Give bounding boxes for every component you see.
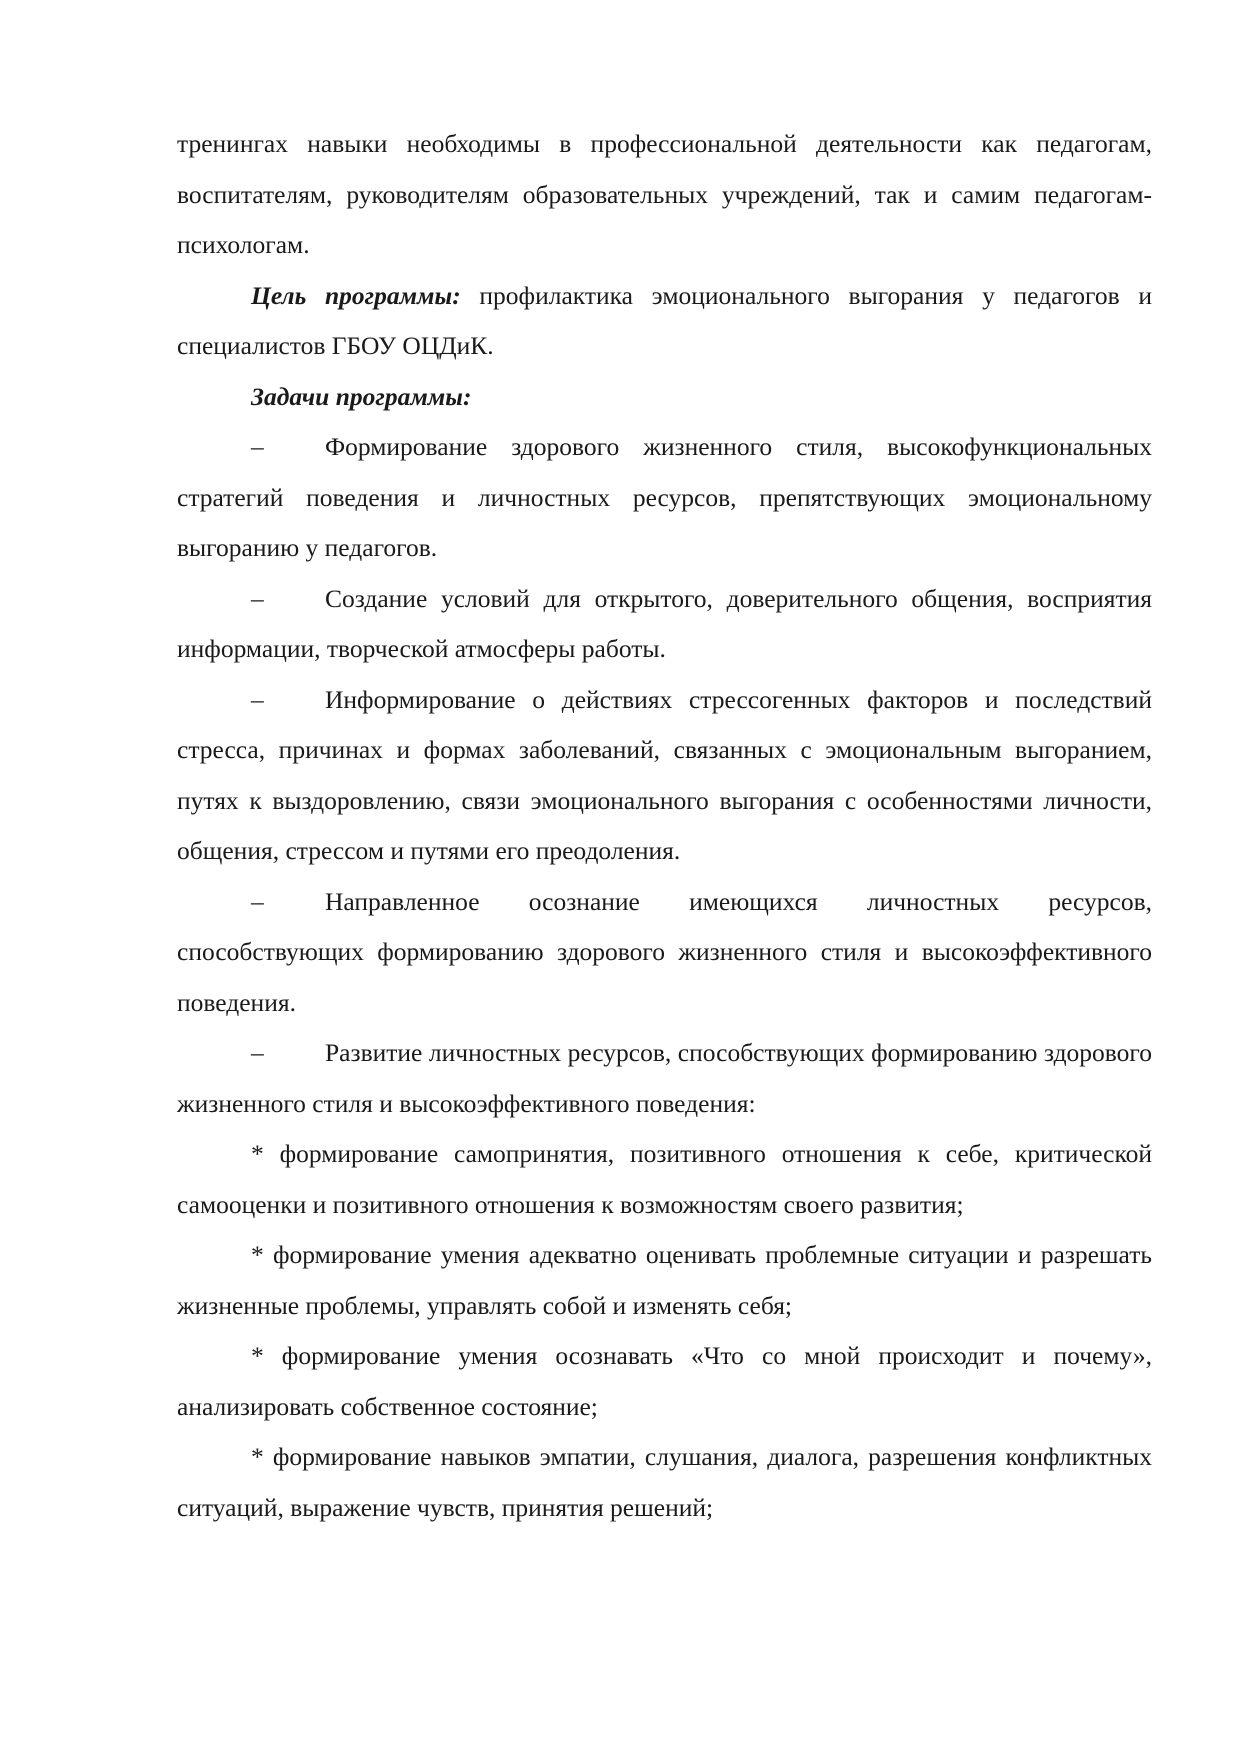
task-text: Создание условий для открытого, доверительного общения, восприятия информации, творческой атмосферы работы. xyxy=(177,583,1152,663)
task-text: Информирование о действиях стрессогенных факторов и последствий стресса, причинах и формах заболеваний, связанных с эмоциональным выгоранием, путях к выздоровлению, связи эмоционального выгорания с особенностями личности, общения, стрессом и путями его преодоления. xyxy=(177,684,1152,865)
document-body xyxy=(177,119,1152,1533)
dash-marker: – xyxy=(251,886,264,916)
subitem: * формирование самопринятия, позитивного отношения к себе, критической самооценки и позитивного отношения к возможностям своего развития; xyxy=(177,1139,1152,1219)
goal-text: профилактика эмоционального выгорания у педагогов и специалистов ГБОУ ОЦДиК. xyxy=(177,280,1153,360)
subitem: * формирование навыков эмпатии, слушания, диалога, разрешения конфликтных ситуаций, выражение чувств, принятия решений; xyxy=(177,1442,1152,1522)
dash-marker: – xyxy=(251,432,264,461)
task-text: Формирование здорового жизненного стиля, высокофункциональных стратегий поведения и личностных ресурсов, препятствующих эмоциональному выгоранию у педагогов. xyxy=(177,432,1152,562)
goal-paragraph xyxy=(177,271,1152,372)
tasks-heading-paragraph xyxy=(177,372,1152,423)
task-item xyxy=(177,574,1152,675)
subitem: * формирование умения осознавать «Что со мной происходит и почему», анализировать собственное состояние; xyxy=(177,1341,1152,1421)
subitems-list xyxy=(177,1129,1152,1533)
tasks-heading: Задачи программы: xyxy=(251,381,472,411)
dash-marker: – xyxy=(251,684,264,714)
subitem: * формирование умения адекватно оценивать проблемные ситуации и разрешать жизненные проблемы, управлять собой и изменять себя; xyxy=(177,1240,1152,1320)
task-text: Развитие личностных ресурсов, способствующих формированию здорового жизненного стиля и высокоэффективного поведения: xyxy=(177,1038,1152,1118)
task-text: Направленное осознание имеющихся личностных ресурсов, способствующих формированию здорового жизненного стиля и высокоэффективного поведения. xyxy=(177,886,1152,1017)
dash-marker: – xyxy=(251,583,264,613)
task-item xyxy=(177,877,1152,1029)
task-item xyxy=(177,422,1152,574)
goal-label: Цель программы: xyxy=(251,280,461,310)
tasks-list xyxy=(177,422,1152,1129)
dash-marker: – xyxy=(251,1038,264,1067)
intro-paragraph: тренингах навыки необходимы в профессиональной деятельности как педагогам, воспитателям, руководителям образовательных учреждений, так и самим педагогам-психологам. xyxy=(177,129,1152,259)
task-item xyxy=(177,675,1152,877)
task-item xyxy=(177,1028,1152,1129)
